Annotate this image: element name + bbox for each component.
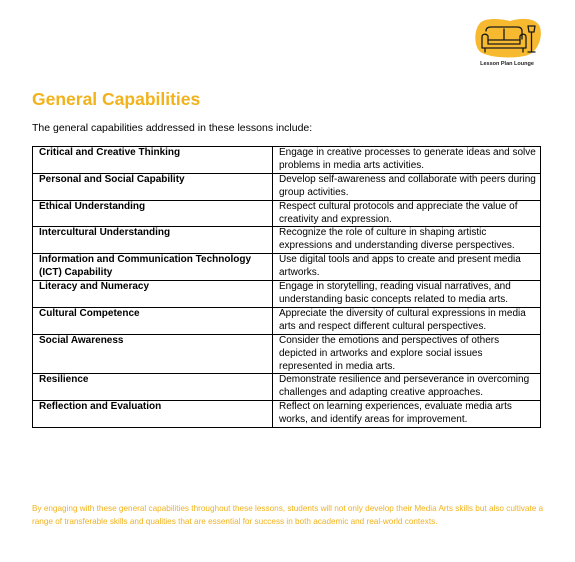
capabilities-table — [32, 146, 541, 428]
capability-name: Social Awareness — [33, 334, 273, 374]
capability-name: Reflection and Evaluation — [33, 401, 273, 428]
lesson-plan-lounge-logo — [472, 17, 542, 72]
table-row — [33, 254, 541, 281]
capability-name: Intercultural Understanding — [33, 227, 273, 254]
table-row — [33, 173, 541, 200]
capability-name: Cultural Competence — [33, 307, 273, 334]
capability-name: Ethical Understanding — [33, 200, 273, 227]
capability-description: Appreciate the diversity of cultural expressions in media arts and respect different cultural perspectives. — [273, 307, 541, 334]
logo-text: Lesson Plan Lounge — [480, 61, 534, 67]
sofa-icon — [472, 17, 542, 59]
capability-description: Engage in creative processes to generate ideas and solve problems in media arts activities. — [273, 147, 541, 174]
table-row — [33, 307, 541, 334]
capability-name: Critical and Creative Thinking — [33, 147, 273, 174]
capability-description: Demonstrate resilience and perseverance in overcoming challenges and adapting creative approaches. — [273, 374, 541, 401]
capability-description: Respect cultural protocols and appreciate the value of creativity and expression. — [273, 200, 541, 227]
capability-name: Resilience — [33, 374, 273, 401]
table-row — [33, 200, 541, 227]
capability-description: Engage in storytelling, reading visual narratives, and understanding basic concepts related to media arts. — [273, 281, 541, 308]
capability-description: Use digital tools and apps to create and present media artworks. — [273, 254, 541, 281]
capability-name: Personal and Social Capability — [33, 173, 273, 200]
capability-name: Information and Communication Technology (ICT) Capability — [33, 254, 273, 281]
capability-description: Reflect on learning experiences, evaluate media arts works, and identify areas for improvement. — [273, 401, 541, 428]
capability-description: Develop self-awareness and collaborate with peers during group activities. — [273, 173, 541, 200]
table-row — [33, 374, 541, 401]
table-row — [33, 401, 541, 428]
table-row — [33, 281, 541, 308]
capability-description: Recognize the role of culture in shaping artistic expressions and understanding diverse perspectives. — [273, 227, 541, 254]
closing-statement: By engaging with these general capabilities throughout these lessons, students will not only develop their Media Arts skills but also cultivate a range of transferable skills and qualities that are essential for success in both academic and real-world contexts. — [32, 504, 544, 526]
table-row — [33, 334, 541, 374]
capability-name: Literacy and Numeracy — [33, 281, 273, 308]
capabilities-table-body — [33, 147, 541, 428]
capability-description: Consider the emotions and perspectives of others depicted in artworks and explore social issues represented in media arts. — [273, 334, 541, 374]
page-title: General Capabilities — [32, 89, 201, 109]
intro-text: The general capabilities addressed in these lessons include: — [32, 122, 313, 134]
table-row — [33, 227, 541, 254]
table-row — [33, 147, 541, 174]
